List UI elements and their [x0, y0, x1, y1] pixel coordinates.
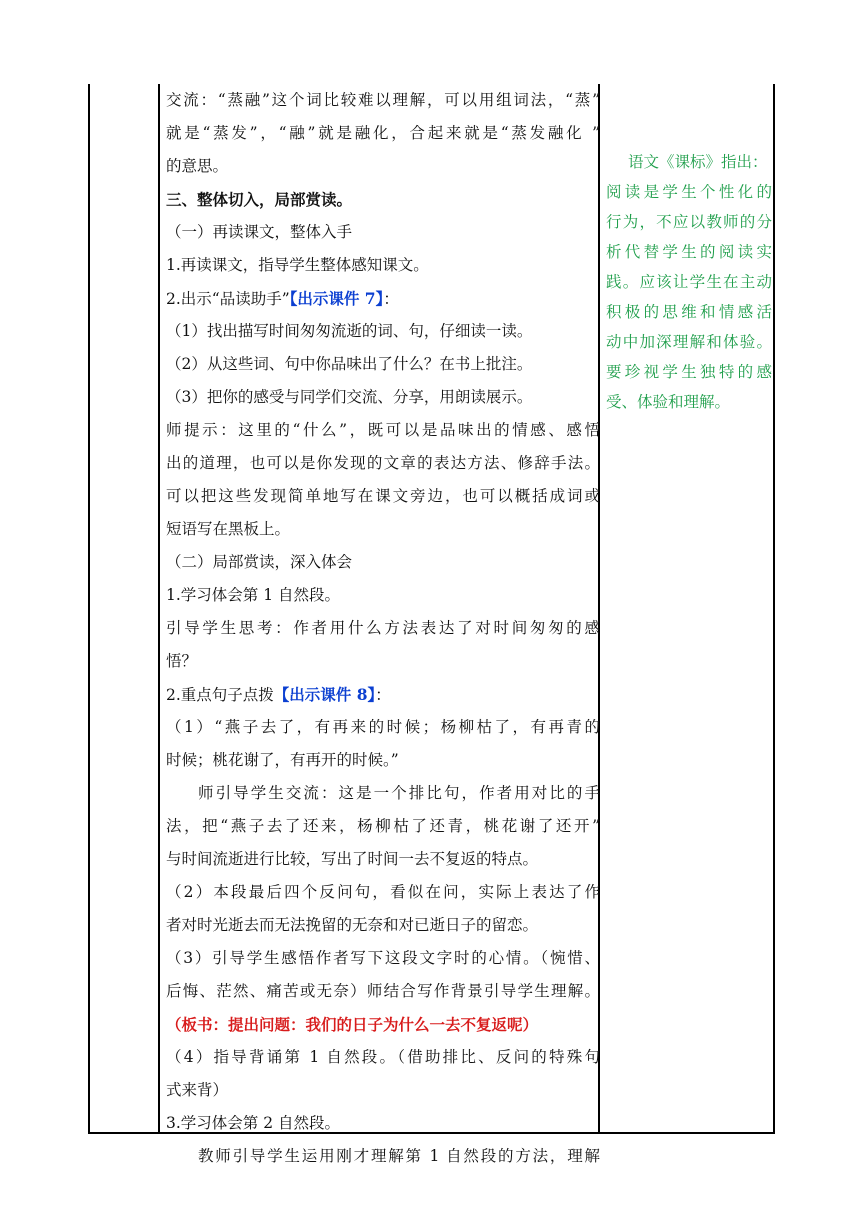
- courseware-tag: 【出示课件 8】: [273, 685, 376, 704]
- text-line: （2）从这些词、句中你品味出了什么？在书上批注。: [166, 355, 533, 373]
- text-line: 时候；桃花谢了，有再开的时候。”: [166, 751, 399, 769]
- text-line: （3）引导学生感悟作者写下这段文字时的心情。（惋惜、: [166, 949, 600, 967]
- table-right-border: [773, 84, 775, 1134]
- comment-line: 行为，不应以教师的分: [606, 213, 772, 231]
- text-line: 后悔、茫然、痛苦或无奈）师结合写作背景引导学生理解。: [166, 982, 600, 1000]
- text-line: （4）指导背诵第 1 自然段。（借助排比、反问的特殊句: [166, 1048, 600, 1066]
- comment-line: 析代替学生的阅读实: [606, 243, 772, 261]
- column-divider-1: [158, 84, 160, 1134]
- comment-line: 受、体验和理解。: [606, 393, 731, 411]
- text-line: 悟？: [166, 652, 198, 670]
- courseware-tag: 【出示课件 7】: [289, 289, 384, 308]
- text-line: 与时间流逝进行比较，写出了时间一去不复返的特点。: [166, 850, 539, 868]
- table-left-border: [88, 84, 90, 1134]
- colon: ：: [375, 686, 391, 704]
- text-line: 1.再读课文，指导学生整体感知课文。: [166, 256, 429, 274]
- text-line: 者对时光逝去而无法挽留的无奈和对已逝日子的留恋。: [166, 916, 539, 934]
- text-line: 式来背）: [166, 1081, 229, 1099]
- text-line: 可以把这些发现简单地写在课文旁边，也可以概括成词或: [166, 487, 600, 505]
- board-note: （板书：提出问题：我们的日子为什么一去不复返呢）: [166, 1015, 539, 1034]
- comment-line: 要珍视学生独特的感: [606, 363, 772, 381]
- text-line: 引导学生思考：作者用什么方法表达了对时间匆匆的感: [166, 619, 600, 637]
- text-line: （2）本段最后四个反问句，看似在问，实际上表达了作: [166, 883, 600, 901]
- comment-line: 动中加深理解和体验。: [606, 333, 772, 351]
- text-line: 出的道理，也可以是你发现的文章的表达方法、修辞手法。: [166, 454, 600, 472]
- subsection-heading: （二）局部赏读，深入体会: [166, 553, 353, 571]
- text-line: 1.学习体会第 1 自然段。: [166, 586, 341, 604]
- text-line: 交流：“蒸融”这个词比较难以理解，可以用组词法，“蒸”: [166, 91, 600, 109]
- text-line: 教师引导学生运用刚才理解第 1 自然段的方法，理解: [198, 1147, 600, 1165]
- text-line: 师提示：这里的“什么”，既可以是品味出的情感、感悟: [166, 421, 600, 439]
- comment-line: 语文《课标》指出：: [628, 153, 768, 171]
- section-heading: 三、整体切入，局部赏读。: [166, 190, 353, 209]
- step-label: 2.重点句子点拨: [166, 686, 274, 704]
- text-line: [166, 678, 600, 711]
- text-line: 师引导学生交流：这是一个排比句，作者用对比的手: [198, 784, 600, 802]
- text-line: 短语写在黑板上。: [166, 520, 291, 538]
- comment-line: 积极的思维和情感活: [606, 303, 772, 321]
- text-line: [166, 282, 600, 315]
- teaching-process-column: [166, 84, 600, 1173]
- step-label: 2.出示“品读助手”: [166, 290, 290, 308]
- commentary-column: [606, 147, 772, 417]
- text-line: （1）“燕子去了，有再来的时候；杨柳枯了，有再青的: [166, 718, 600, 736]
- comment-line: 践。应该让学生在主动: [606, 273, 772, 291]
- text-line: （1）找出描写时间匆匆流逝的词、句，仔细读一读。: [166, 322, 533, 340]
- colon: ：: [383, 290, 399, 308]
- subsection-heading: （一）再读课文，整体入手: [166, 223, 353, 241]
- text-line: 就是“蒸发”，“融”就是融化，合起来就是“蒸发融化 ”: [166, 124, 600, 142]
- text-line: （3）把你的感受与同学们交流、分享，用朗读展示。: [166, 388, 533, 406]
- text-line: 3.学习体会第 2 自然段。: [166, 1114, 341, 1132]
- comment-line: 阅读是学生个性化的: [606, 183, 772, 201]
- text-line: 的意思。: [166, 157, 229, 175]
- text-line: 法，把“燕子去了还来，杨柳枯了还青，桃花谢了还开”: [166, 817, 600, 835]
